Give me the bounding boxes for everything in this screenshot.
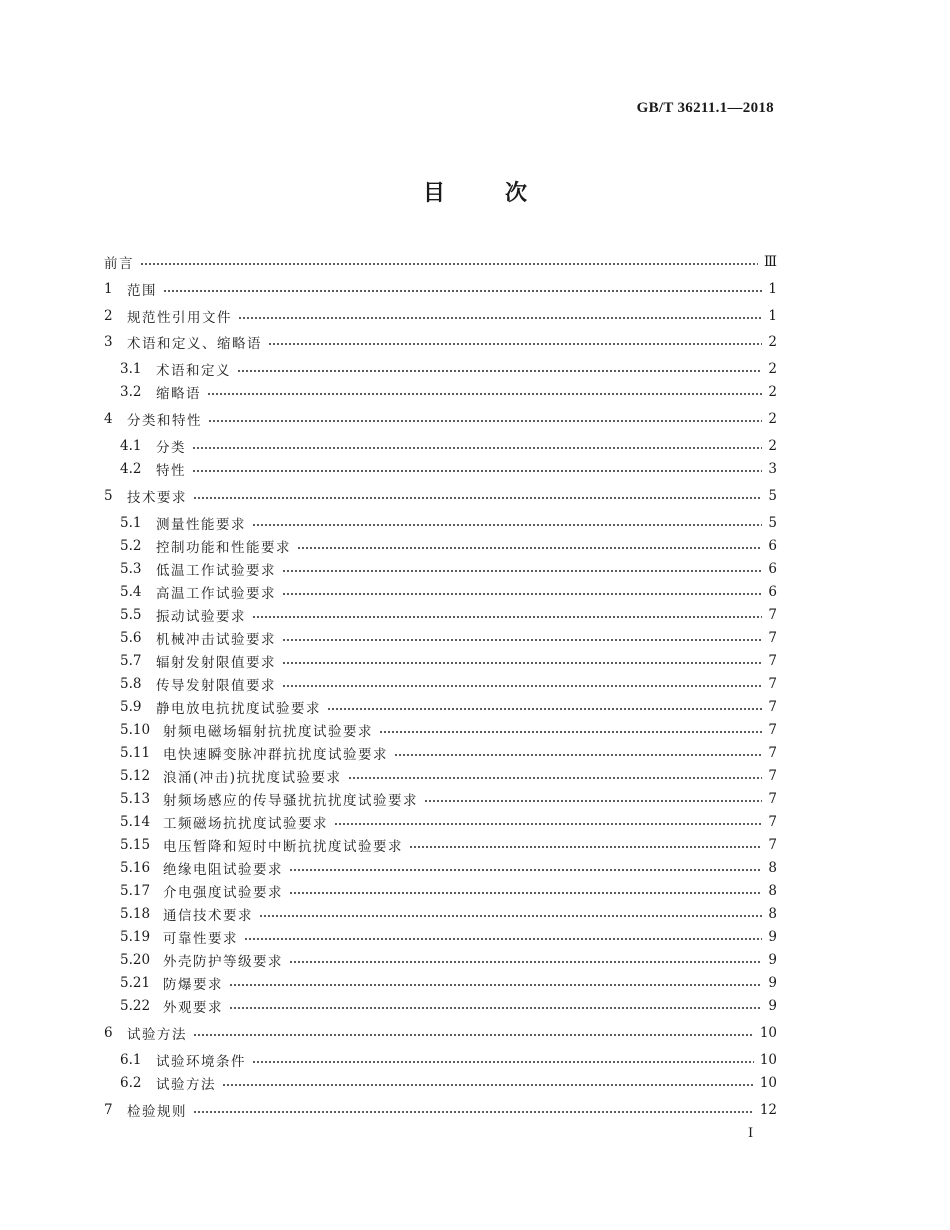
toc-entry-page: 7 [768,791,777,807]
toc-entry-number: 5.22 [120,998,151,1014]
toc-entry-page: 7 [768,722,777,738]
toc-entry-label: 振动试验要求 [156,609,246,625]
toc-entry[interactable] [120,858,777,878]
toc-leader-dots [348,777,763,779]
toc-entry[interactable] [104,332,777,352]
toc-leader-dots [259,915,762,917]
toc-entry-number: 5.13 [120,791,151,807]
toc-entry-label: 范围 [127,283,157,299]
toc-entry-number: 6.1 [120,1052,142,1068]
page-title [0,176,950,207]
toc-entry-label: 射频场感应的传导骚扰抗扰度试验要求 [163,793,418,809]
toc-leader-dots [289,892,762,894]
toc-leader-dots [222,1084,754,1086]
toc-leader-dots [252,616,762,618]
toc-entry-number: 4.2 [120,461,142,477]
toc-entry-label: 介电强度试验要求 [163,885,283,901]
toc-leader-dots [207,393,762,395]
toc-entry-number: 5.6 [120,630,142,646]
toc-leader-dots [193,1034,754,1036]
toc-entry-label: 电压暂降和短时中断抗扰度试验要求 [163,839,403,855]
toc-entry-number: 5.5 [120,607,142,623]
toc-leader-dots [163,290,762,292]
toc-entry-page: 2 [768,384,777,400]
toc-entry-number: 3.1 [120,361,142,377]
toc-leader-dots [193,1111,754,1113]
toc-leader-dots [289,869,762,871]
toc-entry-label: 低温工作试验要求 [156,563,276,579]
toc-entry-label: 检验规则 [127,1104,187,1120]
toc-entry[interactable] [120,651,777,671]
toc-entry[interactable] [120,835,777,855]
toc-entry-number: 5.2 [120,538,142,554]
toc-entry-label: 通信技术要求 [163,908,253,924]
toc-entry-number: 5.7 [120,653,142,669]
toc-entry[interactable] [120,582,777,602]
toc-entry-number: 5.10 [120,722,151,738]
toc-entry-number: 2 [104,308,113,324]
toc-leader-dots [289,961,762,963]
toc-entry-number: 5.17 [120,883,151,899]
toc-entry-label: 浪涌(冲击)抗扰度试验要求 [163,770,342,786]
toc-entry-label: 术语和定义、缩略语 [127,336,262,352]
toc-entry[interactable] [120,927,777,947]
toc-entry-label: 特性 [156,463,186,479]
toc-entry-label: 静电放电抗扰度试验要求 [156,701,321,717]
toc-entry[interactable] [120,1073,777,1093]
toc-entry-label: 防爆要求 [163,977,223,993]
toc-leader-dots [229,984,762,986]
toc-entry[interactable] [120,513,777,533]
toc-entry-number: 5.9 [120,699,142,715]
toc-entry[interactable] [104,409,777,429]
toc-entry-number: 3.2 [120,384,142,400]
toc-entry-number: 6 [104,1025,113,1041]
toc-entry[interactable] [120,605,777,625]
toc-leader-dots [424,800,762,802]
toc-entry-page: 6 [768,561,777,577]
standard-code: GB/T 36211.1—2018 [636,100,774,116]
toc-entry-page: 10 [759,1052,777,1068]
toc-leader-dots [252,524,762,526]
toc-entry-number: 5.15 [120,837,151,853]
toc-entry[interactable] [120,904,777,924]
toc-entry-number: 5.11 [120,745,151,761]
toc-entry-page: 7 [768,745,777,761]
toc-entry-label: 可靠性要求 [163,931,238,947]
toc-entry[interactable] [120,720,777,740]
toc-entry-page: Ⅲ [763,254,777,270]
toc-entry[interactable] [104,279,777,299]
toc-entry[interactable] [120,536,777,556]
footer-page-number: I [748,1126,754,1141]
toc-entry[interactable] [120,789,777,809]
toc-leader-dots [252,1061,754,1063]
toc-entry[interactable] [120,1050,777,1070]
toc-entry-page: 7 [768,630,777,646]
toc-leader-dots [193,497,762,499]
toc-leader-dots [334,823,762,825]
toc-leader-dots [282,593,762,595]
toc-leader-dots [327,708,762,710]
toc-entry-page: 8 [768,906,777,922]
toc-entry-label: 试验环境条件 [156,1054,246,1070]
toc-entry-label: 分类和特性 [127,413,202,429]
toc-entry-label: 工频磁场抗扰度试验要求 [163,816,328,832]
title-char-2: 次 [505,181,528,206]
toc-leader-dots [229,1007,762,1009]
toc-leader-dots [237,370,762,372]
toc-leader-dots [192,447,762,449]
toc-leader-dots [208,420,762,422]
toc-entry-label: 规范性引用文件 [127,310,232,326]
toc-entry-number: 5.21 [120,975,151,991]
toc-leader-dots [282,662,762,664]
toc-entry-label: 传导发射限值要求 [156,678,276,694]
title-char-1: 目 [422,181,445,206]
toc-entry[interactable] [120,628,777,648]
toc-entry-label: 缩略语 [156,386,201,402]
toc-entry-page: 6 [768,538,777,554]
toc-leader-dots [282,685,762,687]
toc-entry[interactable] [104,486,777,506]
toc-leader-dots [192,470,762,472]
toc-leader-dots [394,754,762,756]
toc-entry-page: 7 [768,699,777,715]
toc-entry-number: 5.18 [120,906,151,922]
toc-entry-page: 2 [768,438,777,454]
toc-entry[interactable] [120,359,777,379]
toc-entry-page: 7 [768,653,777,669]
toc-entry-page: 1 [768,308,777,324]
toc-entry[interactable] [120,950,777,970]
toc-leader-dots [297,547,762,549]
toc-entry-number: 5.12 [120,768,151,784]
toc-entry[interactable] [104,1100,777,1120]
toc-entry[interactable] [120,881,777,901]
toc-entry-page: 9 [768,929,777,945]
toc-entry-number: 5.14 [120,814,151,830]
toc-entry[interactable] [120,674,777,694]
toc-entry[interactable] [120,459,777,479]
toc-entry[interactable] [120,559,777,579]
toc-entry-page: 2 [768,334,777,350]
toc-entry-label: 辐射发射限值要求 [156,655,276,671]
toc-entry-label: 高温工作试验要求 [156,586,276,602]
toc-entry-page: 7 [768,837,777,853]
toc-entry-page: 10 [759,1025,777,1041]
toc-entry[interactable] [104,306,777,326]
toc-leader-dots [268,343,762,345]
toc-leader-dots [238,317,762,319]
toc-leader-dots [409,846,762,848]
toc-entry-page: 6 [768,584,777,600]
toc-leader-dots [244,938,762,940]
toc-entry-page: 9 [768,998,777,1014]
toc-entry-label: 绝缘电阻试验要求 [163,862,283,878]
toc-entry-page: 9 [768,975,777,991]
toc-entry-number: 5.19 [120,929,151,945]
toc-entry-number: 5.4 [120,584,142,600]
toc-entry-number: 5.3 [120,561,142,577]
toc-entry-label: 射频电磁场辐射抗扰度试验要求 [163,724,373,740]
toc-entry[interactable] [120,973,777,993]
toc-entry-page: 7 [768,676,777,692]
toc-leader-dots [379,731,762,733]
toc-entry-number: 5.8 [120,676,142,692]
toc-leader-dots [140,263,758,265]
toc-entry[interactable] [120,382,777,402]
toc-entry-page: 8 [768,860,777,876]
toc-entry[interactable] [120,766,777,786]
toc-entry-label: 外观要求 [163,1000,223,1016]
toc-entry-label: 电快速瞬变脉冲群抗扰度试验要求 [163,747,388,763]
toc-entry[interactable] [104,1023,777,1043]
toc-entry-label: 前言 [104,256,134,272]
toc-entry-page: 7 [768,768,777,784]
toc-entry-number: 4.1 [120,438,142,454]
toc-entry[interactable] [120,996,777,1016]
toc-entry-label: 试验方法 [156,1077,216,1093]
toc-entry-page: 5 [768,515,777,531]
toc-entry-label: 术语和定义 [156,363,231,379]
toc-leader-dots [282,639,762,641]
toc-entry-label: 试验方法 [127,1027,187,1043]
toc-entry-label: 测量性能要求 [156,517,246,533]
toc-entry-page: 5 [768,488,777,504]
toc-entry-number: 5.20 [120,952,151,968]
toc-entry-label: 机械冲击试验要求 [156,632,276,648]
toc-entry-number: 4 [104,411,113,427]
toc-entry-number: 1 [104,281,113,297]
toc-entry-page: 9 [768,952,777,968]
toc-entry-page: 7 [768,814,777,830]
toc-entry[interactable] [120,697,777,717]
toc-entry-number: 5 [104,488,113,504]
toc-leader-dots [282,570,762,572]
toc-entry-label: 技术要求 [127,490,187,506]
toc-entry-page: 12 [759,1102,777,1118]
toc-entry-number: 5.16 [120,860,151,876]
toc-entry-page: 2 [768,361,777,377]
toc-entry-page: 3 [768,461,777,477]
toc-entry-label: 控制功能和性能要求 [156,540,291,556]
toc-entry-page: 7 [768,607,777,623]
toc-entry[interactable] [120,743,777,763]
toc-entry-page: 1 [768,281,777,297]
toc-entry-label: 外壳防护等级要求 [163,954,283,970]
toc-entry-number: 3 [104,334,113,350]
toc-entry-page: 10 [759,1075,777,1091]
toc-entry-label: 分类 [156,440,186,456]
toc-entry-number: 7 [104,1102,113,1118]
toc-entry-number: 5.1 [120,515,142,531]
toc-entry-number: 6.2 [120,1075,142,1091]
toc-entry-page: 8 [768,883,777,899]
toc-entry[interactable] [104,252,777,272]
toc-entry[interactable] [120,812,777,832]
toc-entry[interactable] [120,436,777,456]
toc-entry-page: 2 [768,411,777,427]
